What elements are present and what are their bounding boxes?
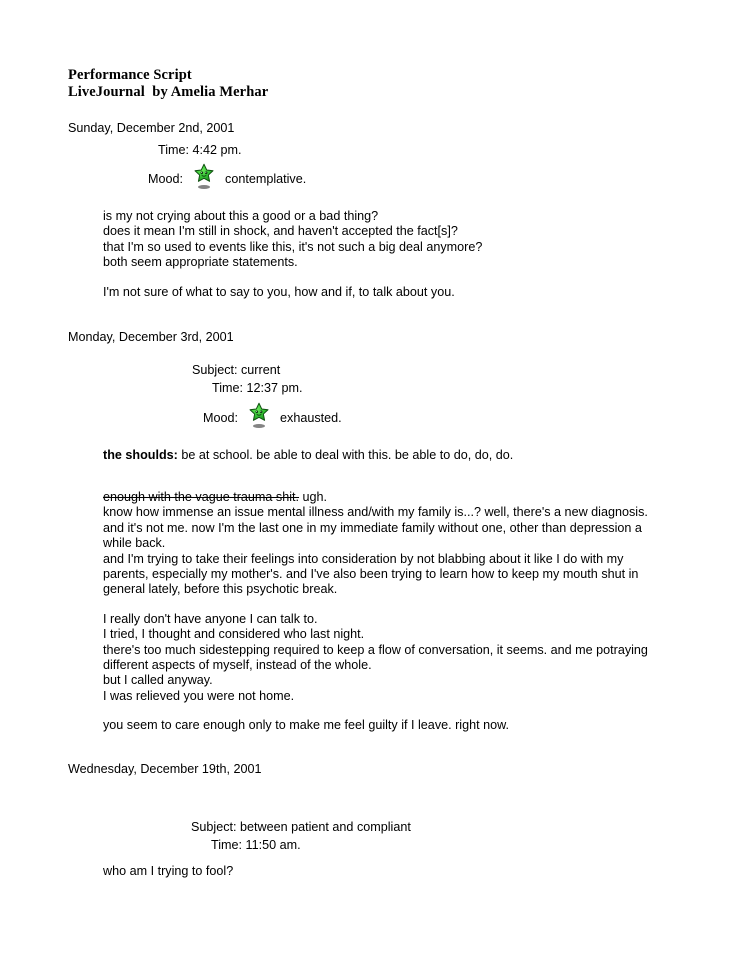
entry-1-line-1: is my not crying about this a good or a bad thing? (103, 209, 379, 223)
entry-2-para-5: there's too much sidestepping required to keep a flow of conversation, it seems. and me potraying different aspects of myself, instead of the whole. (103, 642, 648, 673)
entry-2-shoulds-rest: be at school. be able to deal with this. be able to do, do, do. (177, 448, 514, 462)
entry-1-line-3: that I'm so used to events like this, it's not such a big deal anymore? (103, 239, 483, 254)
title-line-livejournal-author: LiveJournal by Amelia Merhar (68, 84, 269, 100)
entry-3-line-1: who am I trying to fool? (103, 864, 234, 878)
entry-2-para-7: I was relieved you were not home. (103, 688, 295, 703)
entry-3-body (103, 864, 669, 879)
star-shadow-ellipse (198, 185, 210, 189)
entry-2-body (103, 490, 669, 734)
entry-2-struck-after: ugh. (299, 490, 328, 504)
entry-1-body (103, 209, 669, 300)
entry-1-date: Sunday, December 2nd, 2001 (68, 121, 235, 135)
green-star-emoticon-icon (189, 170, 219, 188)
entry-2-shoulds-line (103, 448, 669, 463)
entry-2-date: Monday, December 3rd, 2001 (68, 330, 234, 344)
green-star-emoticon-icon (244, 409, 274, 427)
entry-2-mood-label: Mood: (203, 411, 239, 425)
entry-1-line-2: does it mean I'm still in shock, and haven't accepted the fact[s]? (103, 224, 458, 239)
entry-1-line-4: both seem appropriate statements. (103, 255, 298, 270)
entry-2-para-2: and I'm trying to take their feelings into consideration by not blabbing about it like I do with my parents, especially my mother's. and I've also been trying to learn how to keep my mouth shut in general lately, before this psychotic break. (103, 551, 639, 597)
entry-1-time: Time: 4:42 pm. (158, 143, 242, 157)
entry-2-subject: Subject: current (192, 363, 281, 377)
entry-1-mood-row (148, 170, 306, 188)
document-title (68, 67, 268, 101)
entry-2-mood-row (203, 409, 342, 427)
entry-1-line-5: I'm not sure of what to say to you, how and if, to talk about you. (103, 284, 455, 299)
entry-2-mood-value: exhausted. (280, 411, 342, 425)
title-line-performance-script: Performance Script (68, 67, 192, 83)
entry-2-shoulds (103, 448, 669, 463)
entry-2-para-4: I tried, I thought and considered who last night. (103, 627, 365, 642)
entry-2-time: Time: 12:37 pm. (212, 381, 303, 395)
entry-2-para-3: I really don't have anyone I can talk to. (103, 611, 318, 626)
entry-3-date: Wednesday, December 19th, 2001 (68, 762, 262, 776)
entry-2-shoulds-lead: the shoulds: (103, 448, 178, 462)
entry-1-mood-value: contemplative. (225, 172, 307, 186)
entry-1-mood-label: Mood: (148, 172, 184, 186)
entry-2-para-1: know how immense an issue mental illness and/with my family is...? well, there's a new diagnosis. and it's not me. now I'm the last one in my immediate family without one, other than depression a while back. (103, 505, 648, 551)
entry-2-struck-line (103, 490, 669, 505)
entry-3-subject: Subject: between patient and compliant (191, 820, 411, 834)
entry-2-para-6: but I called anyway. (103, 673, 213, 688)
entry-3-time: Time: 11:50 am. (211, 838, 301, 852)
star-shadow-ellipse (253, 424, 265, 428)
entry-2-para-8: you seem to care enough only to make me feel guilty if I leave. right now. (103, 718, 510, 733)
entry-2-struck-text: enough with the vague trauma shit. (103, 490, 300, 504)
